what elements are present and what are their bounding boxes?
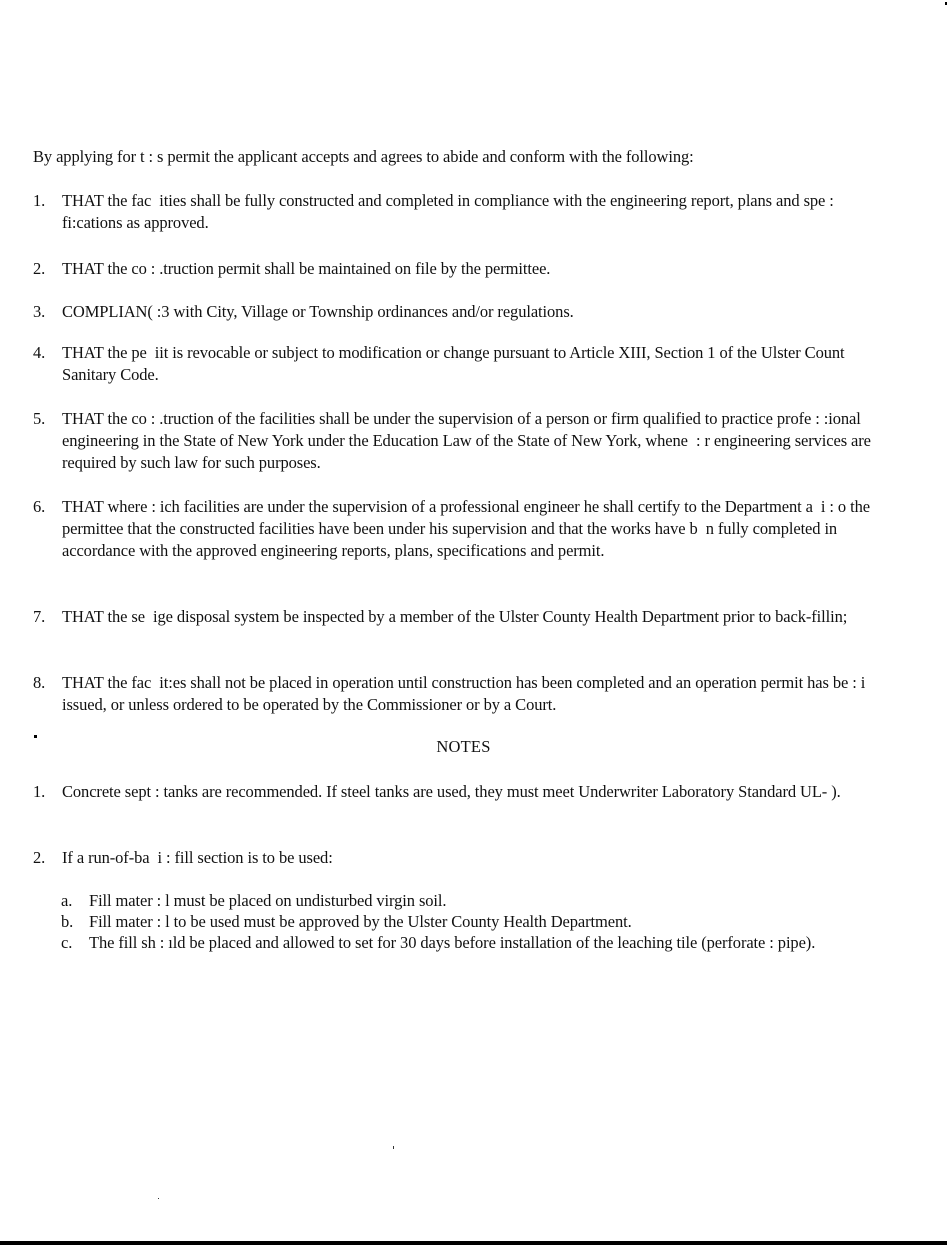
scan-edge-bar (0, 1241, 947, 1245)
note-number: 2. (33, 848, 46, 867)
intro-paragraph: By applying for t : s permit the applicant accepts and agrees to abide and conform with the following: (33, 147, 694, 166)
note-subitem (61, 911, 849, 932)
condition-number: 7. (33, 607, 46, 626)
scan-speck (393, 1146, 394, 1149)
note-item (33, 847, 902, 869)
condition-number: 8. (33, 673, 46, 692)
condition-text: THAT the se ige disposal system be inspected by a member of the Ulster County Health Department prior to back-fillin; (62, 607, 848, 626)
condition-item (33, 606, 897, 628)
scan-speck (158, 1198, 159, 1199)
condition-number: 2. (33, 259, 46, 278)
condition-number: 1. (33, 191, 46, 210)
condition-item (33, 496, 892, 562)
condition-number: 5. (33, 409, 46, 428)
condition-number: 6. (33, 497, 46, 516)
condition-text: THAT the co : .truction of the facilities shall be under the supervision of a person or firm qualified to practice profe : :ional engineering in the State of New York under the Education Law of the State of New York, whene : r engineering services are required by such law for such purposes. (62, 409, 871, 472)
condition-item (33, 258, 902, 280)
note-item (33, 781, 872, 803)
note-subitem (61, 932, 819, 953)
condition-number: 4. (33, 343, 46, 362)
note-text: If a run-of-ba i : fill section is to be used: (62, 848, 333, 867)
condition-text: THAT where : ich facilities are under the supervision of a professional engineer he shall certify to the Department a i : o the permittee that the constructed facilities have been under his supervision and that the works have b n fully completed in accordance with the approved engineering reports, plans, specifications and permit. (62, 497, 870, 560)
note-text: Concrete sept : tanks are recommended. If steel tanks are used, they must meet Underwriter Laboratory Standard UL- ). (62, 782, 841, 801)
notes-heading: NOTES (436, 737, 491, 756)
condition-text: THAT the fac ities shall be fully constructed and completed in compliance with the engineering report, plans and spe : fi:cations as approved. (62, 191, 834, 232)
condition-number: 3. (33, 302, 46, 321)
condition-text: THAT the co : .truction permit shall be maintained on file by the permittee. (62, 259, 551, 278)
note-subitem (61, 890, 849, 911)
subitem-text: Fill mater : l must be placed on undisturbed virgin soil. (89, 891, 447, 910)
condition-item (33, 190, 862, 234)
subitem-letter: b. (61, 912, 74, 931)
note-number: 1. (33, 782, 46, 801)
condition-item (33, 672, 892, 716)
condition-item (33, 342, 897, 386)
condition-text: THAT the fac it:es shall not be placed in operation until construction has been completed and an operation permit has be : i issued, or unless ordered to be operated by the Commissioner or by a Court. (62, 673, 866, 714)
condition-item (33, 408, 877, 474)
condition-item (33, 301, 902, 323)
condition-text: COMPLIAN( :3 with City, Village or Township ordinances and/or regulations. (62, 302, 574, 321)
subitem-letter: c. (61, 933, 73, 952)
subitem-text: The fill sh : ıld be placed and allowed to set for 30 days before installation of the leaching tile (perforate : pipe). (89, 933, 816, 952)
subitem-text: Fill mater : l to be used must be approved by the Ulster County Health Department. (89, 912, 632, 931)
subitem-letter: a. (61, 891, 73, 910)
condition-text: THAT the pe iit is revocable or subject to modification or change pursuant to Article XIII, Section 1 of the Ulster Count Sanitary Code. (62, 343, 849, 384)
